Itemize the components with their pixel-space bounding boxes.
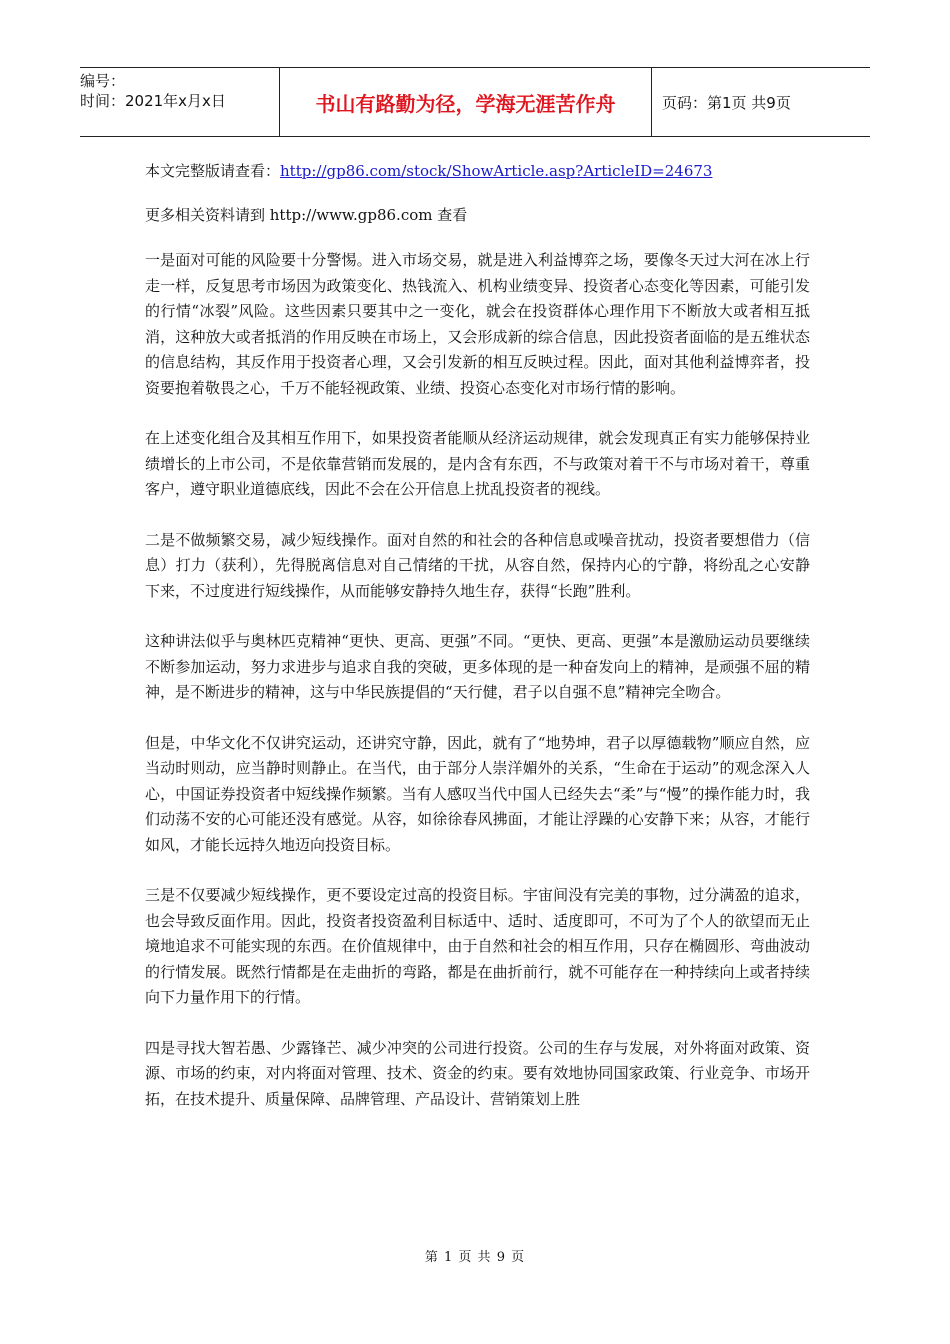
paragraph: 三是不仅要减少短线操作，更不要设定过高的投资目标。宇宙间没有完美的事物，过分满盈的追求，也会导致反面作用。因此，投资者投资盈利目标适中、适时、适度即可，不可为了个人的欲望而无止境地追求不可能实现的东西。在价值规律中，由于自然和社会的相互作用，只存在椭圆形、弯曲波动的行情发展。既然行情都是在走曲折的弯路，都是在曲折前行，就不可能存在一种持续向上或者持续向下力量作用下的行情。 — [145, 886, 810, 1006]
paragraph: 四是寻找大智若愚、少露锋芒、减少冲突的公司进行投资。公司的生存与发展，对外将面对政策、资源、市场的约束，对内将面对管理、技术、资金的约束。要有效地协同国家政策、行业竞争、市场开拓，在技术提升、质量保障、品牌管理、产品设计、营销策划上胜 — [145, 1038, 810, 1108]
header-meta — [80, 68, 280, 136]
document-number-label: 编号： — [80, 72, 126, 90]
paragraph: 但是，中华文化不仅讲究运动，还讲究守静，因此，就有了“地势坤，君子以厚德载物”顺应自然，应当动时则动，应当静时则静止。在当代，由于部分人崇洋媚外的关系，“生命在于运动”的观念深入人心，中国证券投资者中短线操作频繁。当有人感叹当代中国人已经失去“柔”与“慢”的操作能力时，我们动荡不安的心可能还没有感觉。从容，如徐徐春风拂面，才能让浮躁的心安静下来；从容，才能行如风，才能长远持久地迈向投资目标。 — [145, 733, 810, 854]
full-text-link[interactable]: http://gp86.com/stock/ShowArticle.asp?ArticleID=24673 — [280, 162, 713, 180]
paragraph: 在上述变化组合及其相互作用下，如果投资者能顺从经济运动规律，就会发现真正有实力能够保持业绩增长的上市公司，不是依靠营销而发展的，是内含有东西，不与政策对着干不与市场对着干，尊重客户，遵守职业道德底线，因此不会在公开信息上扰乱投资者的视线。 — [145, 429, 810, 498]
full-text-line — [145, 160, 810, 183]
document-body — [145, 160, 810, 1137]
paragraph: 这种讲法似乎与奥林匹克精神“更快、更高、更强”不同。“更快、更高、更强”本是激励运动员要继续不断参加运动，努力求进步与追求自我的突破，更多体现的是一种奋发向上的精神，是顽强不屈的精神，是不断进步的精神，这与中华民族提倡的“天行健，君子以自强不息”精神完全吻合。 — [145, 632, 810, 701]
header-page-info: 页码：第1页 共9页 — [662, 93, 791, 112]
more-info-line: 更多相关资料请到 http://www.gp86.com 查看 — [145, 206, 468, 224]
paragraph: 二是不做频繁交易，减少短线操作。面对自然的和社会的各种信息或噪音扰动，投资者要想借力（信息）打力（获利），先得脱离信息对自己情绪的干扰，从容自然，保持内心的宁静，将纷乱之心安静下来，不过度进行短线操作，从而能够安静持久地生存，获得“长跑”胜利。 — [145, 530, 810, 600]
header-motto: 书山有路勤为径，学海无涯苦作舟 — [280, 68, 652, 136]
page-footer: 第 1 页 共 9 页 — [424, 1250, 526, 1265]
paragraph: 一是面对可能的风险要十分警惕。进入市场交易，就是进入利益博弈之场，要像冬天过大河在冰上行走一样，反复思考市场因为政策变化、热钱流入、机构业绩变异、投资者心态变化等因素，可能引发的行情“冰裂”风险。这些因素只要其中之一变化，就会在投资群体心理作用下不断放大或者相互抵消，这种放大或者抵消的作用反映在市场上，又会形成新的综合信息，因此投资者面临的是五维状态的信息结构，其反作用于投资者心理，又会引发新的相互反映过程。因此，面对其他利益博弈者，投资要抱着敬畏之心，千万不能轻视政策、业绩、投资心态变化对市场行情的影响。 — [145, 251, 810, 397]
page-header — [80, 67, 870, 137]
document-time-label: 时间：2021年x月x日 — [80, 92, 226, 110]
full-text-prefix: 本文完整版请查看： — [145, 162, 281, 180]
